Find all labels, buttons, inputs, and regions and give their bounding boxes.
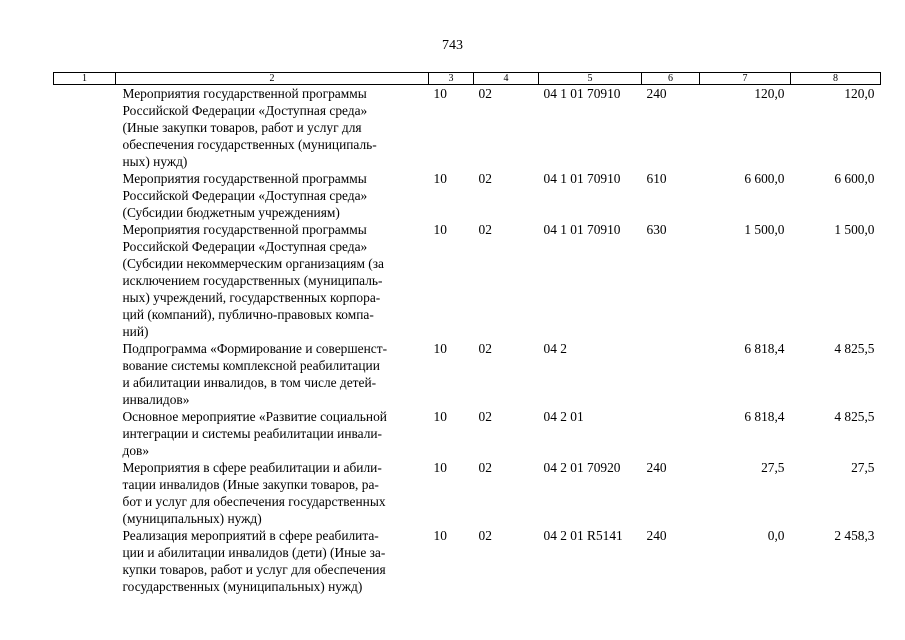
subsection-code-cell: 02 (478, 409, 492, 424)
amount-year2-cell: 4 825,5 (834, 341, 875, 356)
item-name-cell (116, 340, 429, 408)
section-code-cell: 10 (433, 409, 447, 424)
expense-type-code-cell: 610 (646, 171, 667, 186)
subsection-code-cell: 02 (478, 460, 492, 475)
amount-year2-cell: 2 458,3 (834, 528, 875, 543)
amount-year1-cell: 120,0 (754, 86, 785, 101)
expense-type-code-cell: 240 (646, 528, 667, 543)
item-name-line: тации инвалидов (Иные закупки товаров, ра- (122, 477, 379, 492)
item-name-line: (Иные закупки товаров, работ и услуг для (122, 120, 362, 135)
column-number-header: 2 (116, 73, 429, 85)
section-code-cell: 10 (433, 86, 447, 101)
amount-year1-cell: 6 818,4 (744, 341, 785, 356)
target-article-code-cell: 04 2 (543, 341, 567, 356)
subsection-code-cell: 02 (478, 341, 492, 356)
section-code-cell: 10 (433, 528, 447, 543)
item-name-line: Мероприятия государственной программы (122, 222, 367, 237)
column-number-header: 5 (539, 73, 642, 85)
item-name-line: ных) нужд) (122, 154, 188, 169)
section-code-cell: 10 (433, 341, 447, 356)
table-body (54, 85, 881, 596)
expense-type-code-cell: 630 (646, 222, 667, 237)
target-article-code-cell: 04 2 01 R5141 (543, 528, 623, 543)
section-code-cell: 10 (433, 171, 447, 186)
expense-type-code-cell: 240 (646, 460, 667, 475)
row-number-cell (54, 170, 116, 221)
item-name-line: ции и абилитации инвалидов (дети) (Иные за- (122, 545, 386, 560)
item-name-cell (116, 85, 429, 171)
item-name-line: Российской Федерации «Доступная среда» (122, 188, 368, 203)
item-name-line: (муниципальных) нужд) (122, 511, 262, 526)
table-row (54, 85, 881, 171)
item-name-line: Основное мероприятие «Развитие социальной (122, 409, 387, 424)
item-name-line: Подпрограмма «Формирование и совершенст- (122, 341, 388, 356)
item-name-line: Мероприятия в сфере реабилитации и абили- (122, 460, 382, 475)
budget-table (53, 72, 881, 595)
table-row (54, 340, 881, 408)
item-name-line: купки товаров, работ и услуг для обеспечения (122, 562, 386, 577)
subsection-code-cell: 02 (478, 171, 492, 186)
row-number-cell (54, 340, 116, 408)
amount-year1-cell: 1 500,0 (744, 222, 785, 237)
target-article-code-cell: 04 1 01 70910 (543, 86, 621, 101)
subsection-code-cell: 02 (478, 86, 492, 101)
amount-year2-cell: 6 600,0 (834, 171, 875, 186)
amount-year2-cell: 1 500,0 (834, 222, 875, 237)
subsection-code-cell: 02 (478, 222, 492, 237)
item-name-cell (116, 170, 429, 221)
target-article-code-cell: 04 2 01 (543, 409, 584, 424)
table-row (54, 408, 881, 459)
item-name-line: и абилитации инвалидов, в том числе детей- (122, 375, 377, 390)
amount-year2-cell: 4 825,5 (834, 409, 875, 424)
item-name-line: Российской Федерации «Доступная среда» (122, 239, 368, 254)
amount-year1-cell: 0,0 (767, 528, 785, 543)
item-name-line: бот и услуг для обеспечения государственных (122, 494, 386, 509)
column-number-header: 7 (700, 73, 791, 85)
item-name-line: ний) (122, 324, 149, 339)
item-name-line: Реализация мероприятий в сфере реабилита- (122, 528, 379, 543)
amount-year2-cell: 27,5 (851, 460, 875, 475)
amount-year1-cell: 6 818,4 (744, 409, 785, 424)
row-number-cell (54, 85, 116, 171)
column-number-header: 8 (791, 73, 881, 85)
amount-year2-cell: 120,0 (844, 86, 875, 101)
table-row (54, 170, 881, 221)
column-number-header: 4 (474, 73, 539, 85)
section-code-cell: 10 (433, 460, 447, 475)
item-name-line: обеспечения государственных (муниципаль- (122, 137, 377, 152)
page-number: 743 (442, 38, 463, 53)
item-name-line: государственных (муниципальных) нужд) (122, 579, 363, 594)
item-name-line: Мероприятия государственной программы (122, 86, 367, 101)
target-article-code-cell: 04 2 01 70920 (543, 460, 621, 475)
item-name-line: ций (компаний), публично-правовых компа- (122, 307, 374, 322)
expense-type-code-cell: 240 (646, 86, 667, 101)
item-name-line: (Субсидии бюджетным учреждениям) (122, 205, 340, 220)
amount-year1-cell: 27,5 (761, 460, 785, 475)
item-name-cell (116, 527, 429, 595)
item-name-line: ных) учреждений, государственных корпора- (122, 290, 381, 305)
column-number-header: 6 (642, 73, 700, 85)
row-number-cell (54, 408, 116, 459)
target-article-code-cell: 04 1 01 70910 (543, 171, 621, 186)
subsection-code-cell: 02 (478, 528, 492, 543)
column-number-header: 3 (429, 73, 474, 85)
column-number-header-row (54, 73, 881, 85)
table-row (54, 221, 881, 340)
row-number-cell (54, 221, 116, 340)
item-name-line: (Субсидии некоммерческим организациям (за (122, 256, 384, 271)
item-name-line: исключением государственных (муниципаль- (122, 273, 383, 288)
item-name-line: вование системы комплексной реабилитации (122, 358, 380, 373)
item-name-line: инвалидов» (122, 392, 190, 407)
amount-year1-cell: 6 600,0 (744, 171, 785, 186)
item-name-cell (116, 459, 429, 527)
row-number-cell (54, 527, 116, 595)
expense-type-code-cell (642, 340, 700, 408)
item-name-cell (116, 221, 429, 340)
row-number-cell (54, 459, 116, 527)
item-name-line: Российской Федерации «Доступная среда» (122, 103, 368, 118)
section-code-cell: 10 (433, 222, 447, 237)
item-name-cell (116, 408, 429, 459)
table-row (54, 459, 881, 527)
expense-type-code-cell (642, 408, 700, 459)
column-number-header: 1 (54, 73, 116, 85)
item-name-line: Мероприятия государственной программы (122, 171, 367, 186)
item-name-line: интеграции и системы реабилитации инвали- (122, 426, 383, 441)
item-name-line: дов» (122, 443, 150, 458)
target-article-code-cell: 04 1 01 70910 (543, 222, 621, 237)
table-row (54, 527, 881, 595)
